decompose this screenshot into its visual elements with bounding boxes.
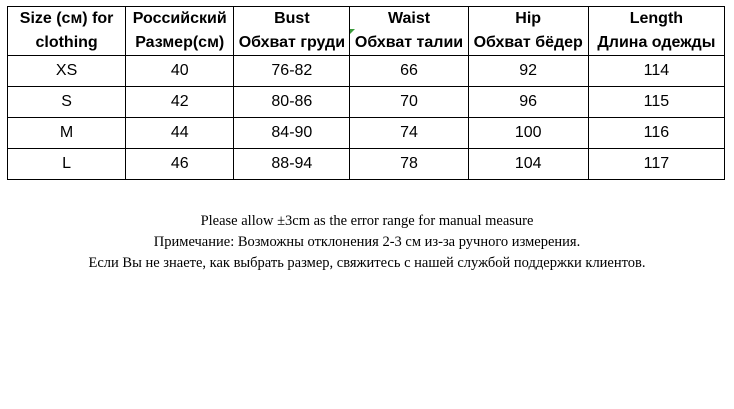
- size-chart-table: [7, 6, 725, 180]
- cell-hip: 100: [468, 118, 588, 149]
- header-waist: [350, 7, 468, 56]
- cell-russian-size: 46: [126, 149, 234, 180]
- cell-comment-marker: [350, 29, 355, 34]
- header-label-ru: Длина одежды: [597, 34, 716, 51]
- header-label-ru-2: Размер(см): [135, 34, 225, 51]
- header-label-en: Waist: [387, 10, 431, 27]
- table-row: [8, 56, 725, 87]
- cell-waist: 78: [350, 149, 468, 180]
- header-size-clothing: [8, 7, 126, 56]
- cell-size: S: [8, 87, 126, 118]
- cell-bust: 84-90: [234, 118, 350, 149]
- header-hip: [468, 7, 588, 56]
- cell-russian-size: 42: [126, 87, 234, 118]
- cell-length: 114: [588, 56, 724, 87]
- cell-length: 117: [588, 149, 724, 180]
- cell-size: M: [8, 118, 126, 149]
- cell-russian-size: 44: [126, 118, 234, 149]
- header-russian-size: [126, 7, 234, 56]
- header-length: [588, 7, 724, 56]
- header-label-en: Hip: [515, 10, 542, 27]
- size-chart-body: [8, 56, 725, 180]
- note-error-range: Please allow ±3cm as the error range for manual measure: [200, 213, 534, 229]
- header-label-ru: Российский: [132, 10, 227, 27]
- cell-size: XS: [8, 56, 126, 87]
- header-label-en: Size (см) for: [19, 10, 114, 27]
- cell-waist: 70: [350, 87, 468, 118]
- cell-length: 115: [588, 87, 724, 118]
- cell-hip: 92: [468, 56, 588, 87]
- table-row: [8, 149, 725, 180]
- cell-hip: 104: [468, 149, 588, 180]
- header-row: [8, 7, 725, 56]
- header-label-en: Bust: [274, 10, 310, 27]
- note-error-range-ru: Примечание: Возможны отклонения 2-3 см из-за ручного измерения.: [153, 234, 581, 250]
- cell-length: 116: [588, 118, 724, 149]
- header-label-en: Length: [629, 10, 684, 27]
- header-label-ru: Обхват груди: [238, 34, 346, 51]
- cell-bust: 80-86: [234, 87, 350, 118]
- header-bust: [234, 7, 350, 56]
- header-label-ru: Обхват талии: [354, 34, 464, 51]
- size-chart-header: [8, 7, 725, 56]
- table-row: [8, 87, 725, 118]
- note-contact-support: Если Вы не знаете, как выбрать размер, свяжитесь с нашей службой поддержки клиентов.: [88, 255, 646, 271]
- header-label-en-2: clothing: [35, 34, 98, 51]
- measurement-notes: [0, 211, 734, 274]
- cell-waist: 74: [350, 118, 468, 149]
- cell-waist: 66: [350, 56, 468, 87]
- cell-hip: 96: [468, 87, 588, 118]
- cell-size: L: [8, 149, 126, 180]
- cell-bust: 76-82: [234, 56, 350, 87]
- cell-bust: 88-94: [234, 149, 350, 180]
- table-row: [8, 118, 725, 149]
- cell-russian-size: 40: [126, 56, 234, 87]
- header-label-ru: Обхват бёдер: [473, 34, 583, 51]
